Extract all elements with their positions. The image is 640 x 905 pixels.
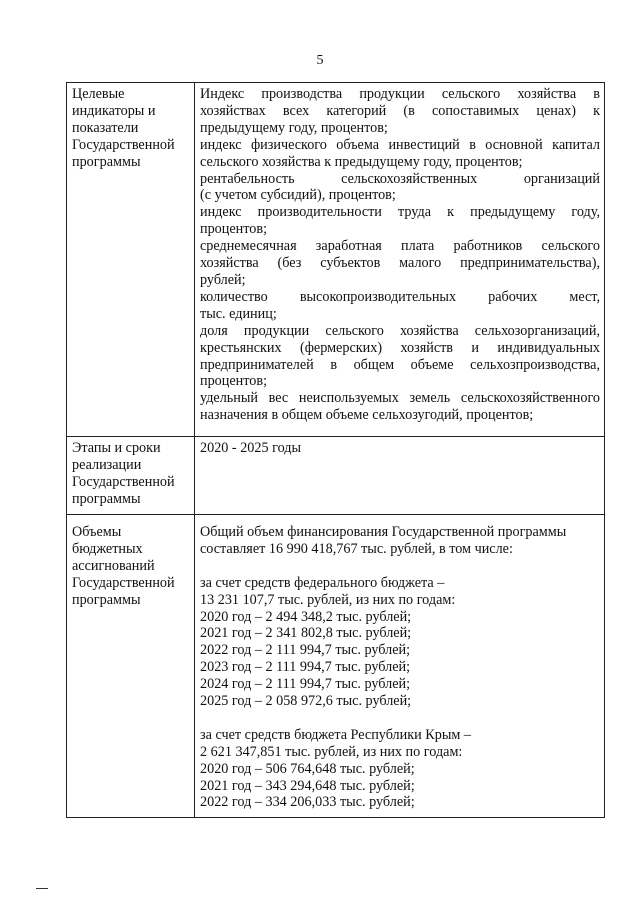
- total-funding: [200, 524, 600, 558]
- federal-year-line: 2020 год – 2 494 348,2 тыс. рублей;: [200, 608, 412, 625]
- federal-budget-heading: за счет средств федерального бюджета –: [200, 574, 445, 591]
- regional-year-line: 2021 год – 343 294,648 тыс. рублей;: [200, 777, 415, 794]
- regional-year-line: 2022 год – 334 206,033 тыс. рублей;: [200, 794, 415, 811]
- row-label-stages-terms: [67, 437, 195, 515]
- indicator-item: [200, 238, 600, 289]
- label-line: показатели: [72, 119, 139, 136]
- total-funding-line: Общий объем финансирования Государственной программы: [200, 524, 567, 540]
- indicator-line: удельный вес неиспользуемых земель сельскохозяйственного: [200, 390, 600, 407]
- table-row-target-indicators: [67, 83, 605, 437]
- indicator-line: количество высокопроизводительных рабочих мест,: [200, 288, 600, 305]
- label-line: бюджетных: [72, 540, 143, 557]
- indicator-line: сельского хозяйства к предыдущему году, процентов;: [200, 153, 523, 170]
- label-line: Государственной: [72, 136, 175, 153]
- program-passport-table: [66, 82, 605, 818]
- label-line: ассигнований: [72, 557, 155, 574]
- row-label-target-indicators: [67, 83, 195, 437]
- federal-year-line: 2023 год – 2 111 994,7 тыс. рублей;: [200, 659, 411, 676]
- indicator-line: индекс физического объема инвестиций в основной капитал: [200, 136, 600, 153]
- indicator-item: [200, 390, 600, 424]
- indicator-line: назначения в общем объеме сельхозугодий, процентов;: [200, 407, 534, 424]
- table-row-stages-terms: [67, 437, 605, 515]
- label-line: Этапы и сроки: [72, 440, 161, 456]
- label-line: реализации: [72, 456, 142, 473]
- total-funding-line: составляет 16 990 418,767 тыс. рублей, в том числе:: [200, 540, 513, 557]
- indicator-line: процентов;: [200, 221, 268, 238]
- budget-allocations-details: [195, 515, 605, 818]
- label-line: программы: [72, 490, 141, 507]
- regional-budget-section: [200, 727, 600, 812]
- federal-year-line: 2022 год – 2 111 994,7 тыс. рублей;: [200, 642, 411, 659]
- indicator-item: [200, 289, 600, 323]
- regional-budget-total: 2 621 347,851 тыс. рублей, из них по годам:: [200, 743, 463, 760]
- regional-budget-heading: за счет средств бюджета Республики Крым –: [200, 726, 471, 743]
- label-line: программы: [72, 591, 141, 608]
- label-line: Объемы: [72, 524, 122, 540]
- indicator-line: хозяйствах всех категорий (в сопоставимых ценах) к: [200, 102, 600, 119]
- federal-budget-total: 13 231 107,7 тыс. рублей, из них по годам:: [200, 591, 456, 608]
- footer-mark: [36, 888, 48, 889]
- indicator-line: предпринимателей в общем объеме сельхозпроизводства,: [200, 356, 600, 373]
- regional-year-line: 2020 год – 506 764,648 тыс. рублей;: [200, 760, 415, 777]
- indicator-line: среднемесячная заработная плата работников сельского: [200, 238, 600, 255]
- label-line: индикаторы и: [72, 102, 156, 119]
- federal-budget-section: [200, 575, 600, 710]
- target-indicators-list: [195, 83, 605, 437]
- indicator-item: [200, 323, 600, 391]
- indicator-line: процентов;: [200, 373, 268, 390]
- indicator-item: [200, 86, 600, 137]
- federal-year-line: 2021 год – 2 341 802,8 тыс. рублей;: [200, 625, 412, 642]
- table-row-budget-allocations: [67, 515, 605, 818]
- implementation-period: 2020 - 2025 годы: [200, 440, 302, 456]
- label-line: Целевые: [72, 86, 125, 102]
- page-number: 5: [316, 53, 324, 68]
- label-line: программы: [72, 153, 141, 170]
- row-label-budget-allocations: [67, 515, 195, 818]
- stages-terms-value: [195, 437, 605, 515]
- federal-year-line: 2024 год – 2 111 994,7 тыс. рублей;: [200, 676, 411, 693]
- indicator-line: хозяйства (без субъектов малого предпринимательства),: [200, 255, 600, 272]
- indicator-line: тыс. единиц;: [200, 305, 277, 322]
- label-line: Государственной: [72, 574, 175, 591]
- indicator-item: [200, 171, 600, 205]
- indicator-line: рентабельность сельскохозяйственных организаций: [200, 170, 600, 187]
- indicator-line: доля продукции сельского хозяйства сельхозорганизаций,: [200, 322, 600, 339]
- indicator-line: рублей;: [200, 271, 246, 288]
- indicator-line: предыдущему году, процентов;: [200, 119, 388, 136]
- indicator-line: (с учетом субсидий), процентов;: [200, 187, 396, 204]
- label-line: Государственной: [72, 473, 175, 490]
- indicator-item: [200, 137, 600, 171]
- indicator-line: крестьянских (фермерских) хозяйств и индивидуальных: [200, 339, 600, 356]
- indicator-line: Индекс производства продукции сельского хозяйства в: [200, 86, 600, 102]
- federal-year-line: 2025 год – 2 058 972,6 тыс. рублей;: [200, 693, 412, 710]
- indicator-line: индекс производительности труда к предыдущему году,: [200, 204, 600, 221]
- indicator-item: [200, 204, 600, 238]
